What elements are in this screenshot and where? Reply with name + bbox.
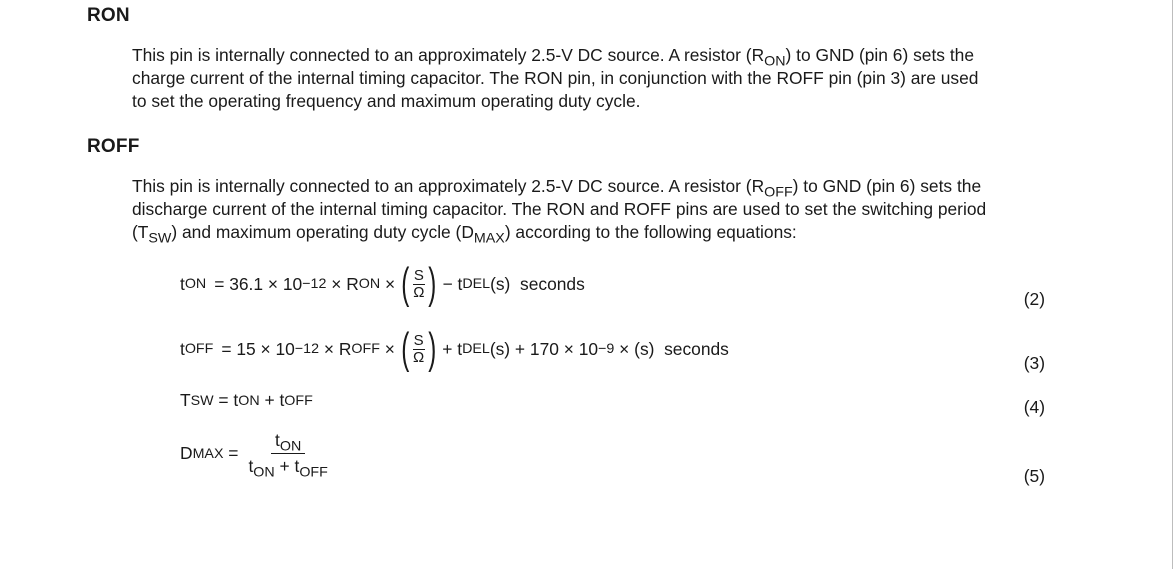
eq-term: − t [442, 273, 463, 294]
denominator: Ω [412, 348, 425, 366]
equation-number-4: (4) [1023, 397, 1045, 417]
subscript: ON [764, 53, 786, 70]
fraction [413, 333, 425, 366]
equation-2: t ON = 36.1 × 10 −12 × R ON × ( $\frac{S}{\Omega}$ ) − t DEL (s) seconds [180, 259, 585, 308]
eq-coefficient: = 15 × 10 [221, 338, 295, 359]
duty-cycle-fraction [244, 430, 331, 481]
equation-number-3: (3) [1023, 353, 1045, 373]
text: ) to GND (pin 6) sets the [792, 176, 982, 196]
numerator [271, 430, 305, 454]
eq-symbol: t [248, 456, 254, 476]
eq-subscript: ON [279, 438, 302, 455]
roff-line-1 [132, 175, 1062, 201]
text: ) to GND (pin 6) sets the [785, 45, 974, 65]
subscript: OFF [764, 184, 793, 201]
eq-symbol: T [180, 390, 191, 410]
units-fraction [398, 324, 439, 373]
fraction [413, 268, 425, 301]
eq-term: + t [274, 456, 300, 476]
equation-number-5: (5) [1023, 466, 1045, 486]
roff-line-3 [132, 221, 1062, 247]
roff-line-2: discharge current of the internal timing capacitor. The RON and ROFF pins are used to set the switching period [132, 199, 987, 219]
equation-3: t OFF = 15 × 10 −12 × R OFF × ( $\frac{S}{\Omega}$ ) + t DEL (s) + 170 × 10 −9 × (s) seconds [180, 324, 729, 373]
text: This pin is internally connected to an approximately 2.5-V DC source. A resistor (R [132, 176, 765, 196]
ron-description [132, 44, 1062, 113]
eq-term: = t [213, 390, 239, 410]
left-paren: ( [401, 324, 410, 373]
text: This pin is internally connected to an approximately 2.5-V DC source. A resistor (R [132, 45, 765, 65]
ron-line-2: charge current of the internal timing capacitor. The RON pin, in conjunction with the ROFF pin (pin 3) are used [132, 68, 979, 88]
numerator: S [413, 266, 424, 284]
equation-4: T SW = t ON + t OFF [180, 390, 313, 410]
subscript: MAX [473, 230, 505, 247]
eq-symbol: t [180, 273, 185, 294]
eq-subscript: OFF [299, 464, 328, 481]
units-fraction [398, 259, 439, 308]
ron-line-1 [132, 44, 1062, 70]
eq-operator: × [380, 273, 396, 294]
subscript: SW [148, 230, 172, 247]
eq-coefficient: = 36.1 × 10 [214, 273, 303, 294]
text: ) according to the following equations: [504, 222, 797, 242]
eq-resistor: × R [326, 273, 359, 294]
eq-term: + t [259, 390, 285, 410]
eq-term: (s) seconds [490, 273, 585, 294]
text: ) and maximum operating duty cycle (D [171, 222, 474, 242]
section-heading-roff: ROFF [87, 136, 140, 157]
roff-description [132, 175, 1062, 247]
eq-symbol: t [180, 338, 185, 359]
eq-term: (s) + 170 × 10 [489, 338, 599, 359]
eq-term: × (s) seconds [614, 338, 729, 359]
denominator: Ω [413, 283, 425, 301]
right-paren: ) [427, 324, 436, 373]
text: (T [132, 222, 149, 242]
eq-term: + t [442, 338, 463, 359]
numerator: S [413, 331, 424, 349]
equation-number-2: (2) [1023, 289, 1045, 309]
right-paren: ) [428, 259, 437, 308]
eq-resistor: × R [319, 338, 352, 359]
eq-subscript: ON [253, 464, 275, 481]
eq-operator: × [379, 338, 395, 359]
eq-symbol: D [180, 443, 193, 463]
ron-line-3: to set the operating frequency and maximum operating duty cycle. [132, 91, 641, 111]
eq-symbol: t [275, 430, 280, 450]
denominator [244, 454, 331, 481]
eq-operator: = [223, 443, 239, 463]
section-heading-ron: RON [87, 5, 130, 26]
equation-5: D MAX = $\frac{t_{ON}}{t_{ON} + t_{OFF}}$ [180, 430, 332, 477]
left-paren: ( [401, 259, 410, 308]
